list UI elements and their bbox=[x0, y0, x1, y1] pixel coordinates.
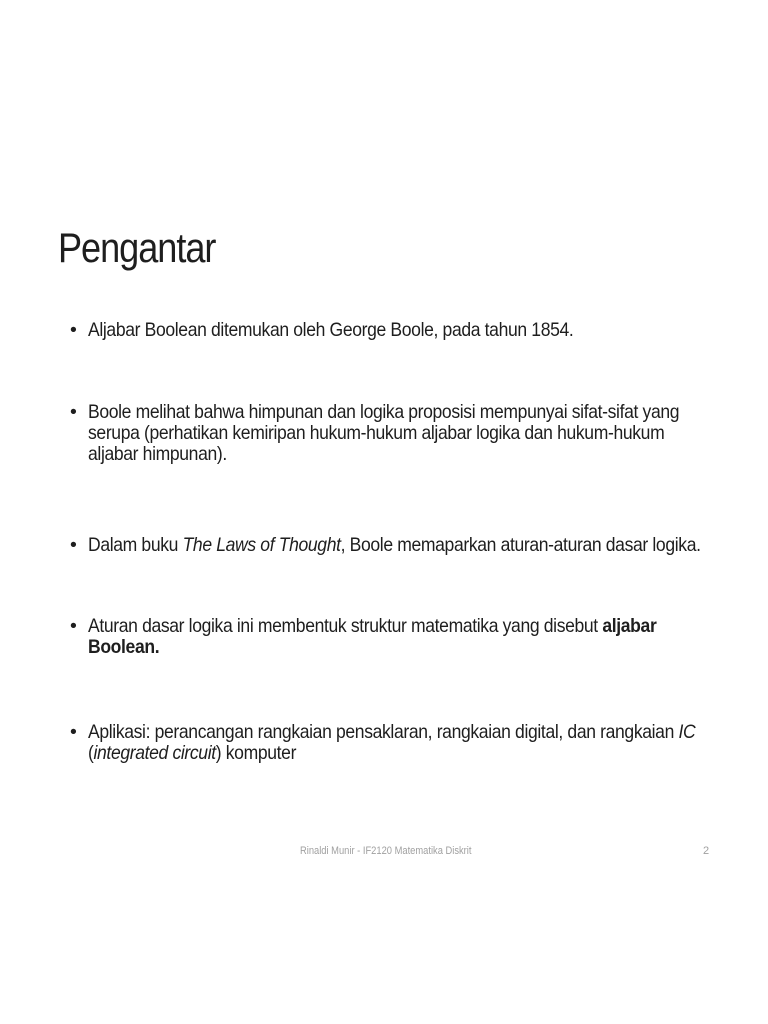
bullet-item bbox=[70, 535, 710, 556]
bullet-text: Boole melihat bahwa himpunan dan logika proposisi mempunyai sifat-sifat yang serupa (perhatikan kemiripan hukum-hukum aljabar logika dan hukum-hukum aljabar himpunan). bbox=[88, 401, 680, 465]
bullet-text: Aljabar Boolean ditemukan oleh George Boole, pada tahun 1854. bbox=[88, 319, 574, 341]
bullet-dot: • bbox=[70, 615, 77, 637]
bullet-item bbox=[70, 402, 710, 465]
book-title: The Laws of Thought bbox=[182, 534, 341, 556]
bullet-dot: • bbox=[70, 401, 77, 423]
emphasis-term: aljabar Boolean. bbox=[88, 615, 657, 658]
text-run: Aplikasi: perancangan rangkaian pensaklaran, rangkaian digital, dan rangkaian bbox=[88, 721, 679, 743]
text-run: Dalam buku bbox=[88, 534, 183, 556]
text-run: ) komputer bbox=[215, 742, 297, 764]
bullet-dot: • bbox=[70, 721, 77, 743]
page-number: 2 bbox=[703, 845, 710, 857]
italic-term: integrated circuit bbox=[93, 742, 216, 764]
bullet-item bbox=[70, 320, 710, 341]
bullet-text bbox=[88, 722, 709, 764]
bullet-dot: • bbox=[70, 534, 77, 556]
bullet-item bbox=[70, 616, 710, 658]
bullet-text bbox=[88, 535, 709, 556]
footer-credit: Rinaldi Munir - IF2120 Matematika Diskrit bbox=[300, 845, 472, 857]
italic-term: IC bbox=[678, 721, 696, 743]
bullet-dot: • bbox=[70, 319, 77, 341]
bullet-item bbox=[70, 722, 710, 764]
text-run: ( bbox=[88, 742, 94, 764]
text-run: , Boole memaparkan aturan-aturan dasar logika. bbox=[340, 534, 701, 556]
slide-title: Pengantar bbox=[58, 224, 216, 271]
bullet-text bbox=[88, 616, 709, 658]
text-run: Aturan dasar logika ini membentuk struktur matematika yang disebut bbox=[88, 615, 603, 637]
